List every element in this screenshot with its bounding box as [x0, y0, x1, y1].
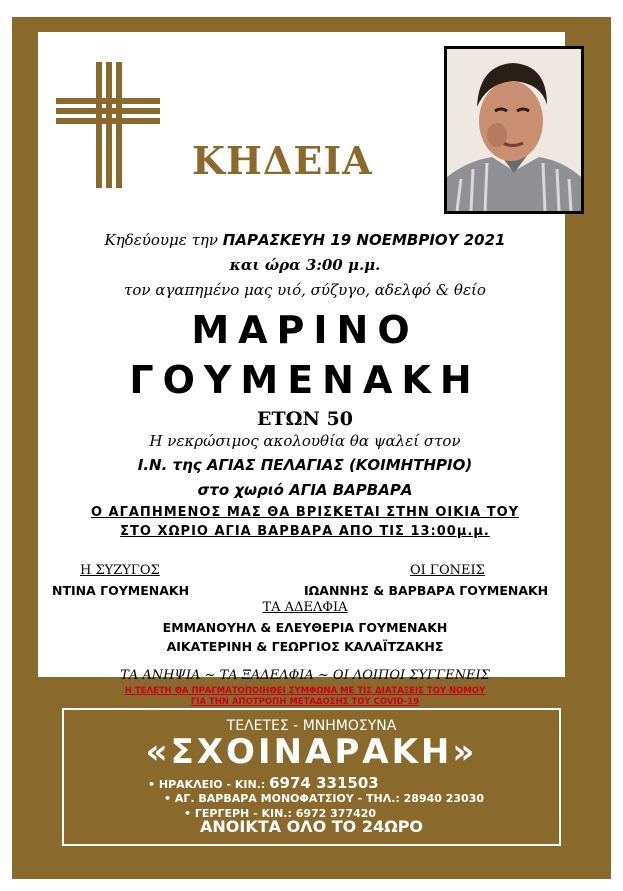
- covid-notice-line-1: Η ΤΕΛΕΤΗ ΘΑ ΠΡΑΓΜΑΤΟΠΟΙΗΘΕΙ ΣΥΜΦΩΝΑ ΜΕ ΤΙΣ ΔΙΑΤΑΞΕΙΣ ΤΟΥ ΝΟΜΟΥ: [124, 686, 486, 696]
- parents-label: ΟΙ ΓΟΝΕΙΣ: [410, 563, 485, 578]
- page-title: ΚΗΔΕΙΑ: [192, 138, 373, 183]
- ad-hours: ΑΝΟΙΚΤΑ ΟΛΟ ΤΟ 24ΩΡΟ: [199, 817, 424, 836]
- funeral-time: και ώρα 3:00 μ.μ.: [229, 256, 381, 274]
- ad-location-1: [148, 774, 379, 792]
- relatives-line: ΤΑ ΑΝΗΨΙΑ ~ ΤΑ ΞΑΔΕΛΦΙΑ ~ ΟΙ ΛΟΙΠΟΙ ΣΥΓΓΕΝΕΙΣ: [120, 668, 490, 683]
- covid-notice-line-2: ΓΙΑ ΤΗΝ ΑΠΟΤΡΟΠΗ ΜΕΤΑΔΟΣΗΣ ΤΟΥ COVID-19: [190, 697, 420, 707]
- service-intro: Η νεκρώσιμος ακολουθία θα ψαλεί στον: [149, 432, 461, 450]
- spouse-label: Η ΣΥΖΥΓΟΣ: [80, 563, 160, 578]
- deceased-last-name: ΓΟΥΜΕΝΑΚΗ: [129, 358, 481, 402]
- ad-location-3: • ΓΕΡΓΕΡΗ - ΚΙΝ.: 6972 377420: [184, 807, 377, 820]
- ad-phone-1: 6974 331503: [269, 774, 379, 792]
- spouse-name: ΝΤΙΝΑ ΓΟΥΜΕΝΑΚΗ: [52, 583, 190, 598]
- village: στο χωριό ΑΓΙΑ ΒΑΡΒΑΡΑ: [197, 481, 413, 499]
- ad-location-2: • ΑΓ. ΒΑΡΒΑΡΑ ΜΟΝΟΦΑΤΣΙΟΥ - ΤΗΛ.: 28940 23030: [164, 792, 485, 805]
- funeral-home-ad: [62, 708, 561, 846]
- siblings-line-1: ΕΜΜΑΝΟΥΗΛ & ΕΛΕΥΘΕΡΙΑ ΓΟΥΜΕΝΑΚΗ: [162, 620, 448, 635]
- parents-names: ΙΩΑΝΝΗΣ & ΒΑΡΒΑΡΑ ΓΟΥΜΕΝΑΚΗ: [304, 583, 549, 598]
- relation-line: τον αγαπημένο μας υιό, σύζυγο, αδελφό & θείο: [124, 281, 486, 299]
- deceased-first-name: ΜΑΡΙΝΟ: [191, 308, 419, 352]
- funeral-date: ΠΑΡΑΣΚΕΥΗ 19 ΝΟΕΜΒΡΙΟΥ 2021: [222, 231, 506, 249]
- siblings-label: ΤΑ ΑΔΕΛΦΙΑ: [262, 600, 348, 615]
- ad-location-1-label: • ΗΡΑΚΛΕΙΟ - ΚΙΝ.:: [148, 778, 266, 791]
- age: ΕΤΩΝ 50: [257, 408, 353, 430]
- funeral-date-line: [40, 231, 570, 249]
- cross-icon: [54, 60, 162, 192]
- house-line-1: Ο ΑΓΑΠΗΜΕΝΟΣ ΜΑΣ ΘΑ ΒΡΙΣΚΕΤΑΙ ΣΤΗΝ ΟΙΚΙΑ ΤΟΥ: [90, 505, 520, 520]
- portrait-photo: [444, 46, 584, 214]
- intro-text: Κηδεύουμε την: [104, 231, 219, 249]
- ad-brand: «ΣΧΟΙΝΑΡΑΚΗ»: [145, 732, 478, 772]
- siblings-line-2: ΑΙΚΑΤΕΡΙΝΗ & ΓΕΩΡΓΙΟΣ ΚΑΛΑΪΤΖΑΚΗΣ: [166, 639, 444, 654]
- house-line-2: ΣΤΟ ΧΩΡΙΟ ΑΓΙΑ ΒΑΡΒΑΡΑ ΑΠΟ ΤΙΣ 13:00μ.μ.: [120, 524, 490, 539]
- church: Ι.Ν. της ΑΓΙΑΣ ΠΕΛΑΓΙΑΣ (ΚΟΙΜΗΤΗΡΙΟ): [137, 456, 473, 474]
- ad-subtitle: ΤΕΛΕΤΕΣ - ΜΝΗΜΟΣΥΝΑ: [226, 718, 397, 734]
